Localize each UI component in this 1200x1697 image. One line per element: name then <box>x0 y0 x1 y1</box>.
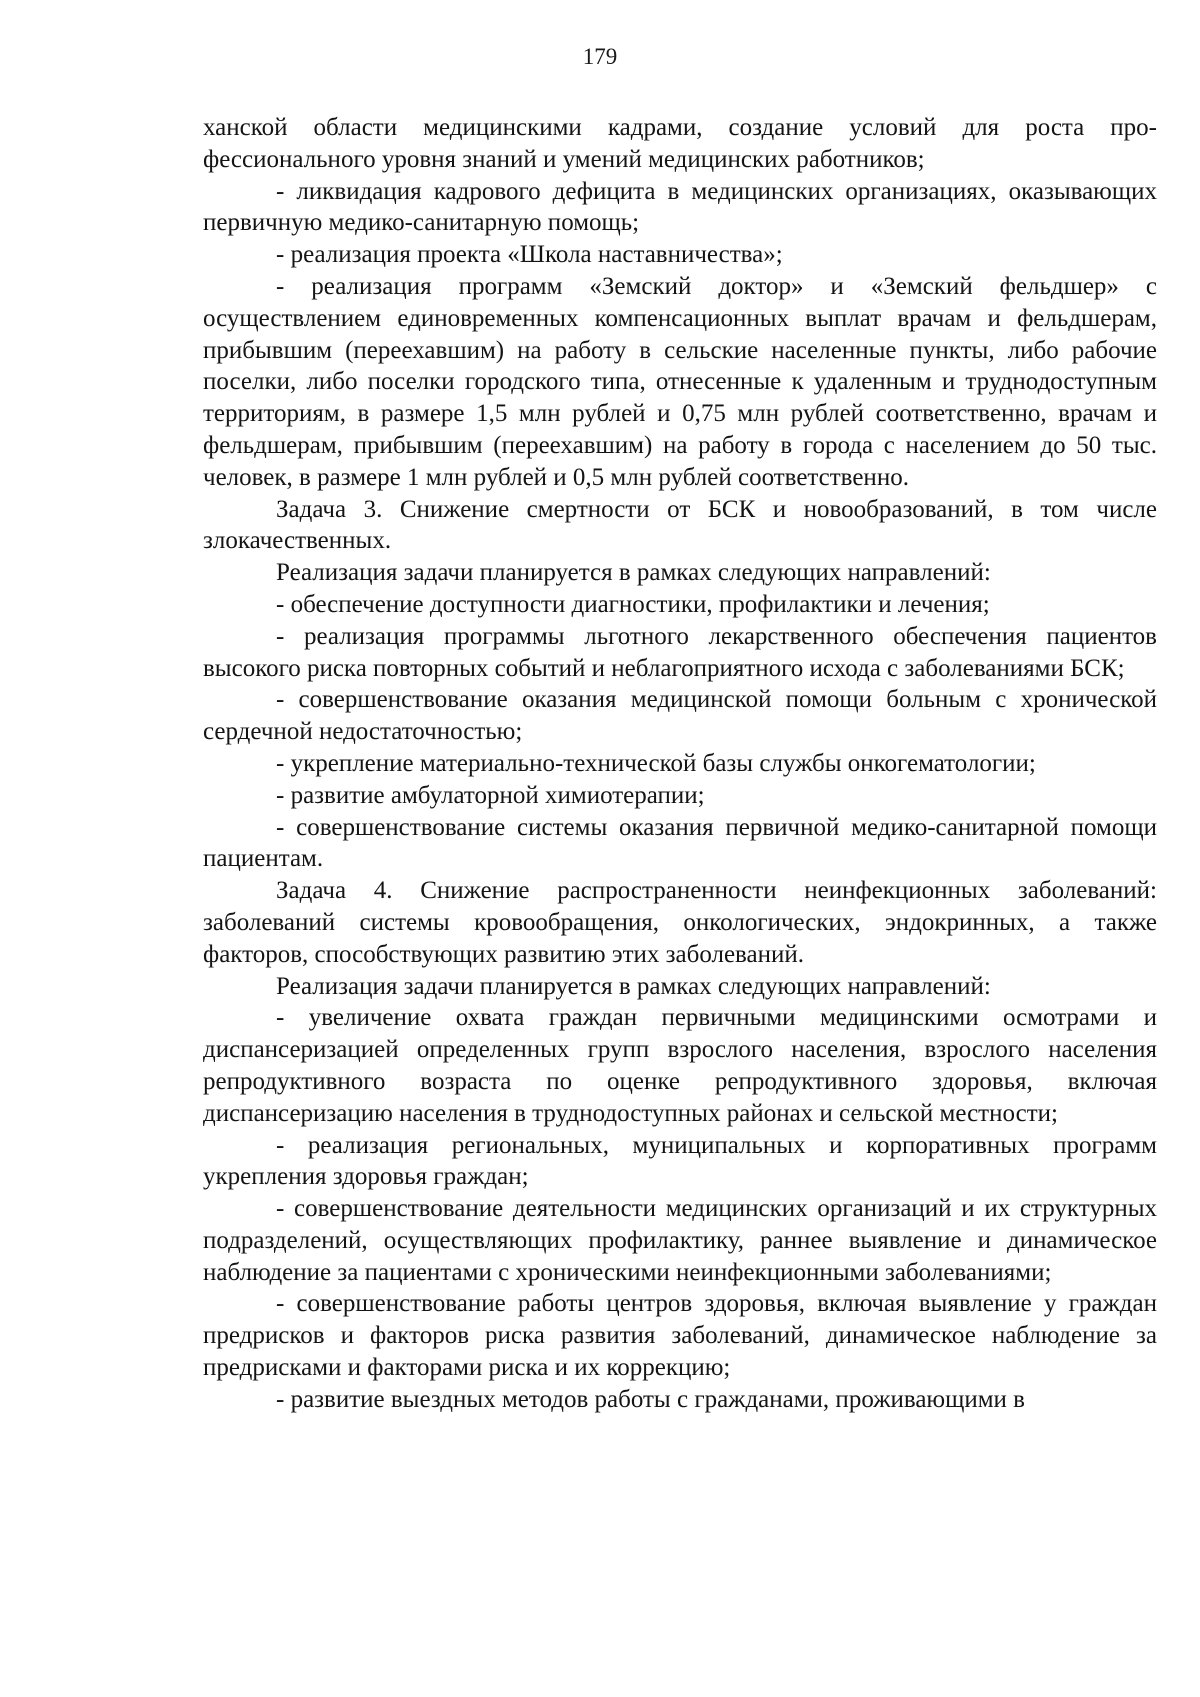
list-item: - совершенствование системы оказания первичной медико-санитарной помощи пациентам. <box>203 813 1157 873</box>
list-item: - совершенствование оказания медицинской помощи больным с хронической сердечной недостаточностью; <box>203 686 1157 746</box>
paragraph: Реализация задачи планируется в рамках следующих направлений: <box>276 559 991 587</box>
list-item: - обеспечение доступности диагностики, профилактики и лечения; <box>276 590 990 618</box>
body-text <box>203 112 1157 1416</box>
paragraph: Реализация задачи планируется в рамках следующих направлений: <box>276 972 991 1000</box>
task-heading: Задача 3. Снижение смертности от БСК и новообразований, в том числе злокачественных. <box>203 495 1157 555</box>
page-number: 179 <box>582 44 618 69</box>
list-item: - укрепление материально-технической базы службы онкогематологии; <box>276 749 1036 777</box>
paragraph: ханской области медицинскими кадрами, создание условий для роста профессионального уровня знаний и умений медицинских работников; <box>203 114 1157 173</box>
list-item: - совершенствование работы центров здоровья, включая выявление у граждан предрисков и факторов риска развития заболеваний, динамическое наблюдение за предрисками и факторами риска и их коррекцию; <box>203 1290 1157 1382</box>
list-item: - реализация программы льготного лекарственного обеспечения пациентов высокого риска повторных событий и неблагоприятного исхода с заболеваниями БСК; <box>203 622 1157 682</box>
list-item: - реализация региональных, муниципальных и корпоративных программ укрепления здоровья граждан; <box>203 1131 1157 1191</box>
list-item: - увеличение охвата граждан первичными медицинскими осмотрами и диспансеризацией определенных групп взрослого населения, взрослого населения репродуктивного возраста по оценке репродуктивного здоровья, включая диспансеризацию населения в труднодоступных районах и сельской местности; <box>203 1004 1157 1127</box>
task-heading: Задача 4. Снижение распространенности неинфекционных заболеваний: заболеваний системы кровообращения, онкологических, эндокринных, а также факторов, способствующих развитию этих заболеваний. <box>203 877 1157 968</box>
list-item: - реализация проекта «Школа наставничества»; <box>276 241 783 269</box>
list-item: - развитие выездных методов работы с гражданами, проживающими в <box>276 1385 1025 1413</box>
list-item: - совершенствование деятельности медицинских организаций и их структурных подразделений, осуществляющих профилактику, раннее выявление и динамическое наблюдение за пациентами с хроническими неинфекционными заболеваниями; <box>203 1195 1157 1286</box>
list-item: - реализация программ «Земский доктор» и «Земский фельдшер» с осуществлением единовременных компенсационных выплат врачам и фельдшерам, прибывшим (переехавшим) на работу в сельские населенные пункты, либо рабочие поселки, либо поселки городского типа, отнесенные к удаленным и труднодоступным территориям, в размере 1,5 млн рублей и 0,75 млн рублей соответственно, врачам и фельдшерам, прибывшим (переехавшим) на работу в города с населением до 50 тыс. человек, в размере 1 млн рублей и 0,5 млн рублей соответственно. <box>203 272 1157 491</box>
list-item: - развитие амбулаторной химиотерапии; <box>276 781 705 809</box>
list-item: - ликвидация кадрового дефицита в медицинских организациях, оказывающих первичную медико-санитарную помощь; <box>203 177 1157 237</box>
